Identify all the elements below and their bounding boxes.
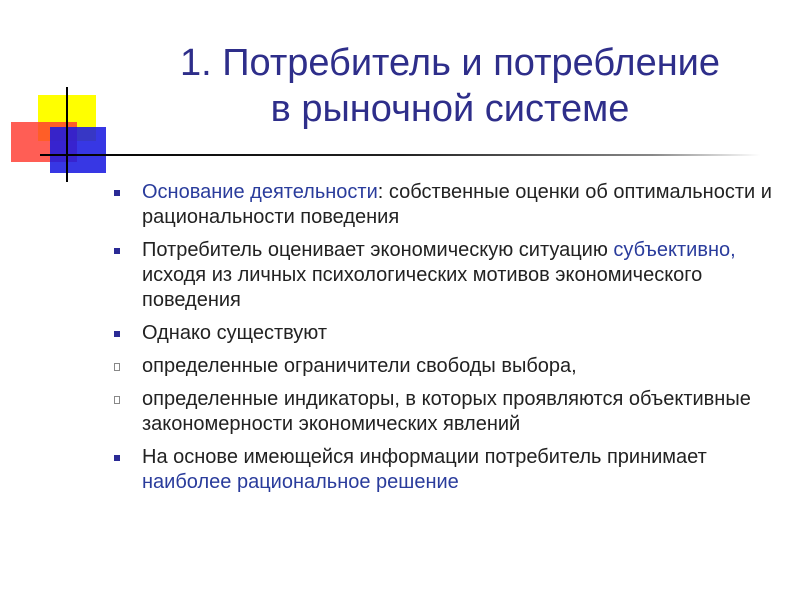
list-item bbox=[112, 321, 782, 346]
slide-title bbox=[110, 40, 790, 132]
item-text: определенные ограничители свободы выбора, bbox=[142, 355, 577, 377]
item-text: исходя из личных психологических мотивов экономического поведения bbox=[142, 264, 703, 311]
bullet-list bbox=[112, 180, 782, 503]
item-text: определенные индикаторы, в которых проявляются объективные закономерности экономических явлений bbox=[142, 388, 751, 435]
square-bullet-icon bbox=[114, 455, 120, 461]
square-bullet-icon bbox=[114, 190, 120, 196]
title-divider bbox=[40, 154, 760, 156]
blue-square bbox=[50, 127, 106, 173]
square-bullet-icon bbox=[114, 248, 120, 254]
item-text: На основе имеющейся информации потребитель принимает bbox=[142, 446, 707, 468]
accent-text: Основание деятельности bbox=[142, 181, 378, 203]
accent-text: наиболее рациональное решение bbox=[142, 471, 459, 493]
accent-text: субъективно, bbox=[613, 239, 736, 261]
list-item bbox=[112, 387, 782, 437]
item-text: : собственные оценки об оптимальности и рациональности поведения bbox=[142, 181, 772, 228]
list-item bbox=[112, 238, 782, 313]
vertical-rule bbox=[66, 87, 68, 182]
title-line-1: 1. Потребитель и потребление bbox=[179, 42, 721, 84]
square-bullet-icon bbox=[114, 331, 120, 337]
list-item bbox=[112, 180, 782, 230]
title-line-2: в рыночной системе bbox=[270, 88, 630, 130]
item-text: Потребитель оценивает экономическую ситуацию bbox=[142, 239, 614, 261]
hollow-bullet-icon bbox=[114, 396, 120, 404]
hollow-bullet-icon bbox=[114, 363, 120, 371]
list-item bbox=[112, 445, 782, 495]
list-item bbox=[112, 354, 782, 379]
item-text: Однако существуют bbox=[142, 322, 328, 344]
